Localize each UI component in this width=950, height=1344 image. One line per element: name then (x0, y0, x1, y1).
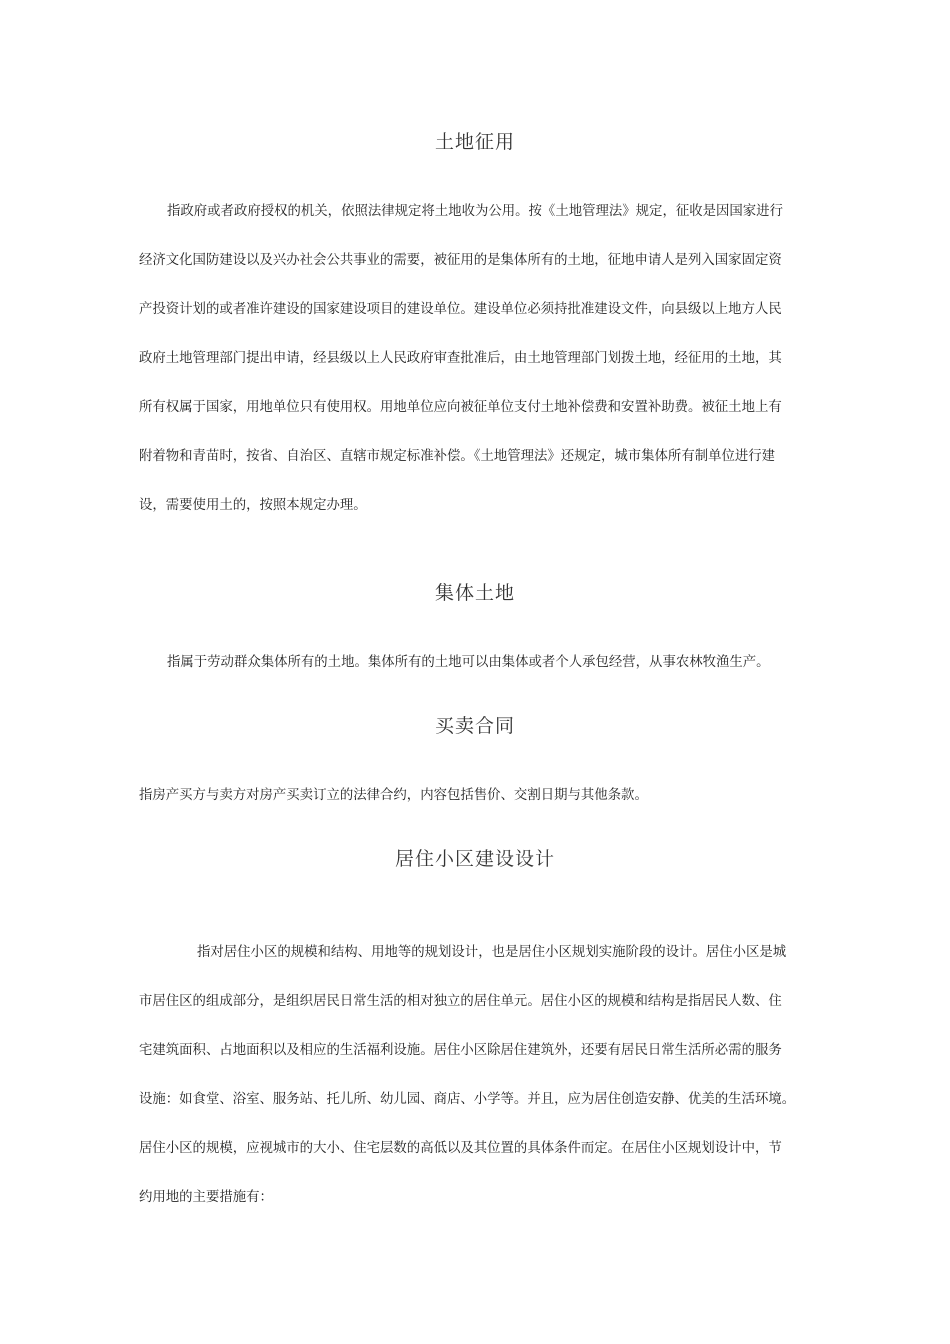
text-line: 指对居住小区的规模和结构、用地等的规划设计，也是居住小区规划实施阶段的设计。居住小区是城 (197, 945, 787, 960)
section-body-land-requisition (139, 187, 811, 530)
text-line: 产投资计划的或者准许建设的国家建设项目的建设单位。建设单位必须持批准建设文件，向县级以上地方人民 (139, 302, 782, 317)
text-line: 政府土地管理部门提出申请，经县级以上人民政府审查批准后，由土地管理部门划拨土地，经征用的土地，其 (139, 351, 782, 366)
section-body-sales-contract (139, 771, 811, 820)
section-title-land-requisition: 土地征用 (434, 131, 515, 153)
text-line: 约用地的主要措施有： (139, 1190, 273, 1205)
text-line: 经济文化国防建设以及兴办社会公共事业的需要，被征用的是集体所有的土地，征地申请人是列入国家固定资 (139, 253, 782, 268)
text-line: 指政府或者政府授权的机关，依照法律规定将土地收为公用。按《土地管理法》规定，征收是因国家进行 (167, 204, 783, 219)
text-line: 宅建筑面积、占地面积以及相应的生活福利设施。居住小区除居住建筑外，还要有居民日常生活所必需的服务 (139, 1043, 782, 1058)
section-body-collective-land (139, 638, 811, 687)
section-title-collective-land: 集体土地 (434, 582, 515, 604)
text-line: 设，需要使用土的，按照本规定办理。 (139, 498, 367, 513)
text-line: 指房产买方与卖方对房产买卖订立的法律合约，内容包括售价、交割日期与其他条款。 (139, 788, 648, 803)
text-line: 所有权属于国家，用地单位只有使用权。用地单位应向被征单位支付土地补偿费和安置补助费。被征土地上有 (139, 400, 782, 415)
text-line: 设施：如食堂、浴室、服务站、托儿所、幼儿园、商店、小学等。并且，应为居住创造安静、优美的生活环境。 (139, 1092, 796, 1107)
text-line: 附着物和青苗时，按省、自治区、直辖市规定标准补偿。《土地管理法》还规定，城市集体所有制单位进行建 (139, 449, 776, 464)
section-title-residential-design: 居住小区建设设计 (394, 848, 555, 870)
section-title-sales-contract: 买卖合同 (434, 715, 515, 737)
text-line: 居住小区的规模，应视城市的大小、住宅层数的高低以及其位置的具体条件而定。在居住小区规划设计中，节 (139, 1141, 782, 1156)
text-line: 市居住区的组成部分，是组织居民日常生活的相对独立的居住单元。居住小区的规模和结构是指居民人数、住 (139, 994, 782, 1009)
text-line: 指属于劳动群众集体所有的土地。集体所有的土地可以由集体或者个人承包经营，从事农林牧渔生产。 (167, 655, 770, 670)
section-body-residential-design (139, 928, 811, 1222)
